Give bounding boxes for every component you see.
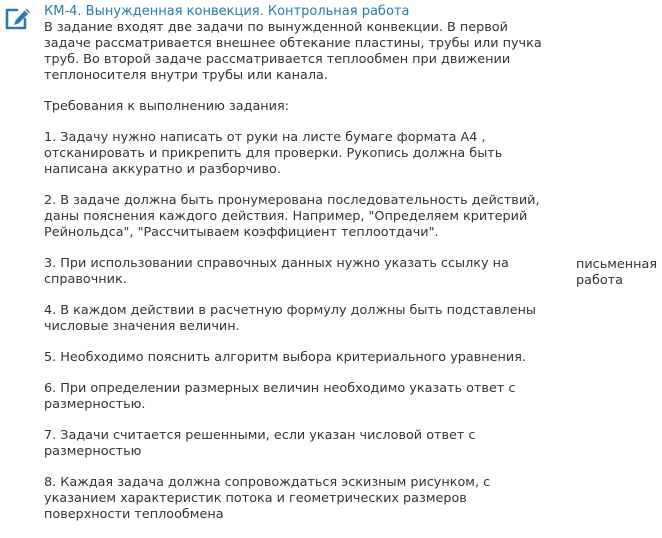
requirements-heading: Требования к выполнению задания: <box>44 99 289 114</box>
requirement-item: 6. При определении размерных величин необходимо указать ответ с размерностью. <box>44 381 516 412</box>
requirement-item: 8. Каждая задача должна сопровождаться эскизным рисунком, с указанием характеристик потока и геометрических размеров поверхности теплообмена <box>44 475 491 522</box>
requirement-item: 3. При использовании справочных данных нужно указать ссылку на справочник. <box>44 256 509 287</box>
activity-type-label: письменная работа <box>576 257 658 288</box>
activity-title-link[interactable]: КМ-4. Вынужденная конвекция. Контрольная работа <box>44 4 410 19</box>
requirement-item: 7. Задачи считается решенными, если указан числовой ответ с размерностью <box>44 428 476 459</box>
activity-description <box>44 20 554 538</box>
requirement-item: 4. В каждом действии в расчетную формулу должны быть подставлены числовые значения величин. <box>44 303 537 334</box>
requirement-item: 1. Задачу нужно написать от руки на листе бумаге формата А4 , отсканировать и прикрепить для проверки. Рукопись должна быть написана аккуратно и разборчиво. <box>44 130 503 177</box>
description-intro: В задание входят две задачи по вынужденной конвекции. В первой задаче рассматривается внешнее обтекание пластины, трубы или пучка труб. Во второй задаче рассматривается теплообмен при движении теплоносителя внутри трубы или канала. <box>44 20 542 83</box>
assignment-edit-icon[interactable] <box>4 7 32 31</box>
requirement-item: 2. В задаче должна быть пронумерована последовательность действий, даны пояснения каждого действия. Например, "Определяем критерий Рейнольдса", "Рассчитываем коэффициент теплоотдачи". <box>44 193 540 240</box>
requirement-item: 5. Необходимо пояснить алгоритм выбора критериального уравнения. <box>44 350 526 365</box>
